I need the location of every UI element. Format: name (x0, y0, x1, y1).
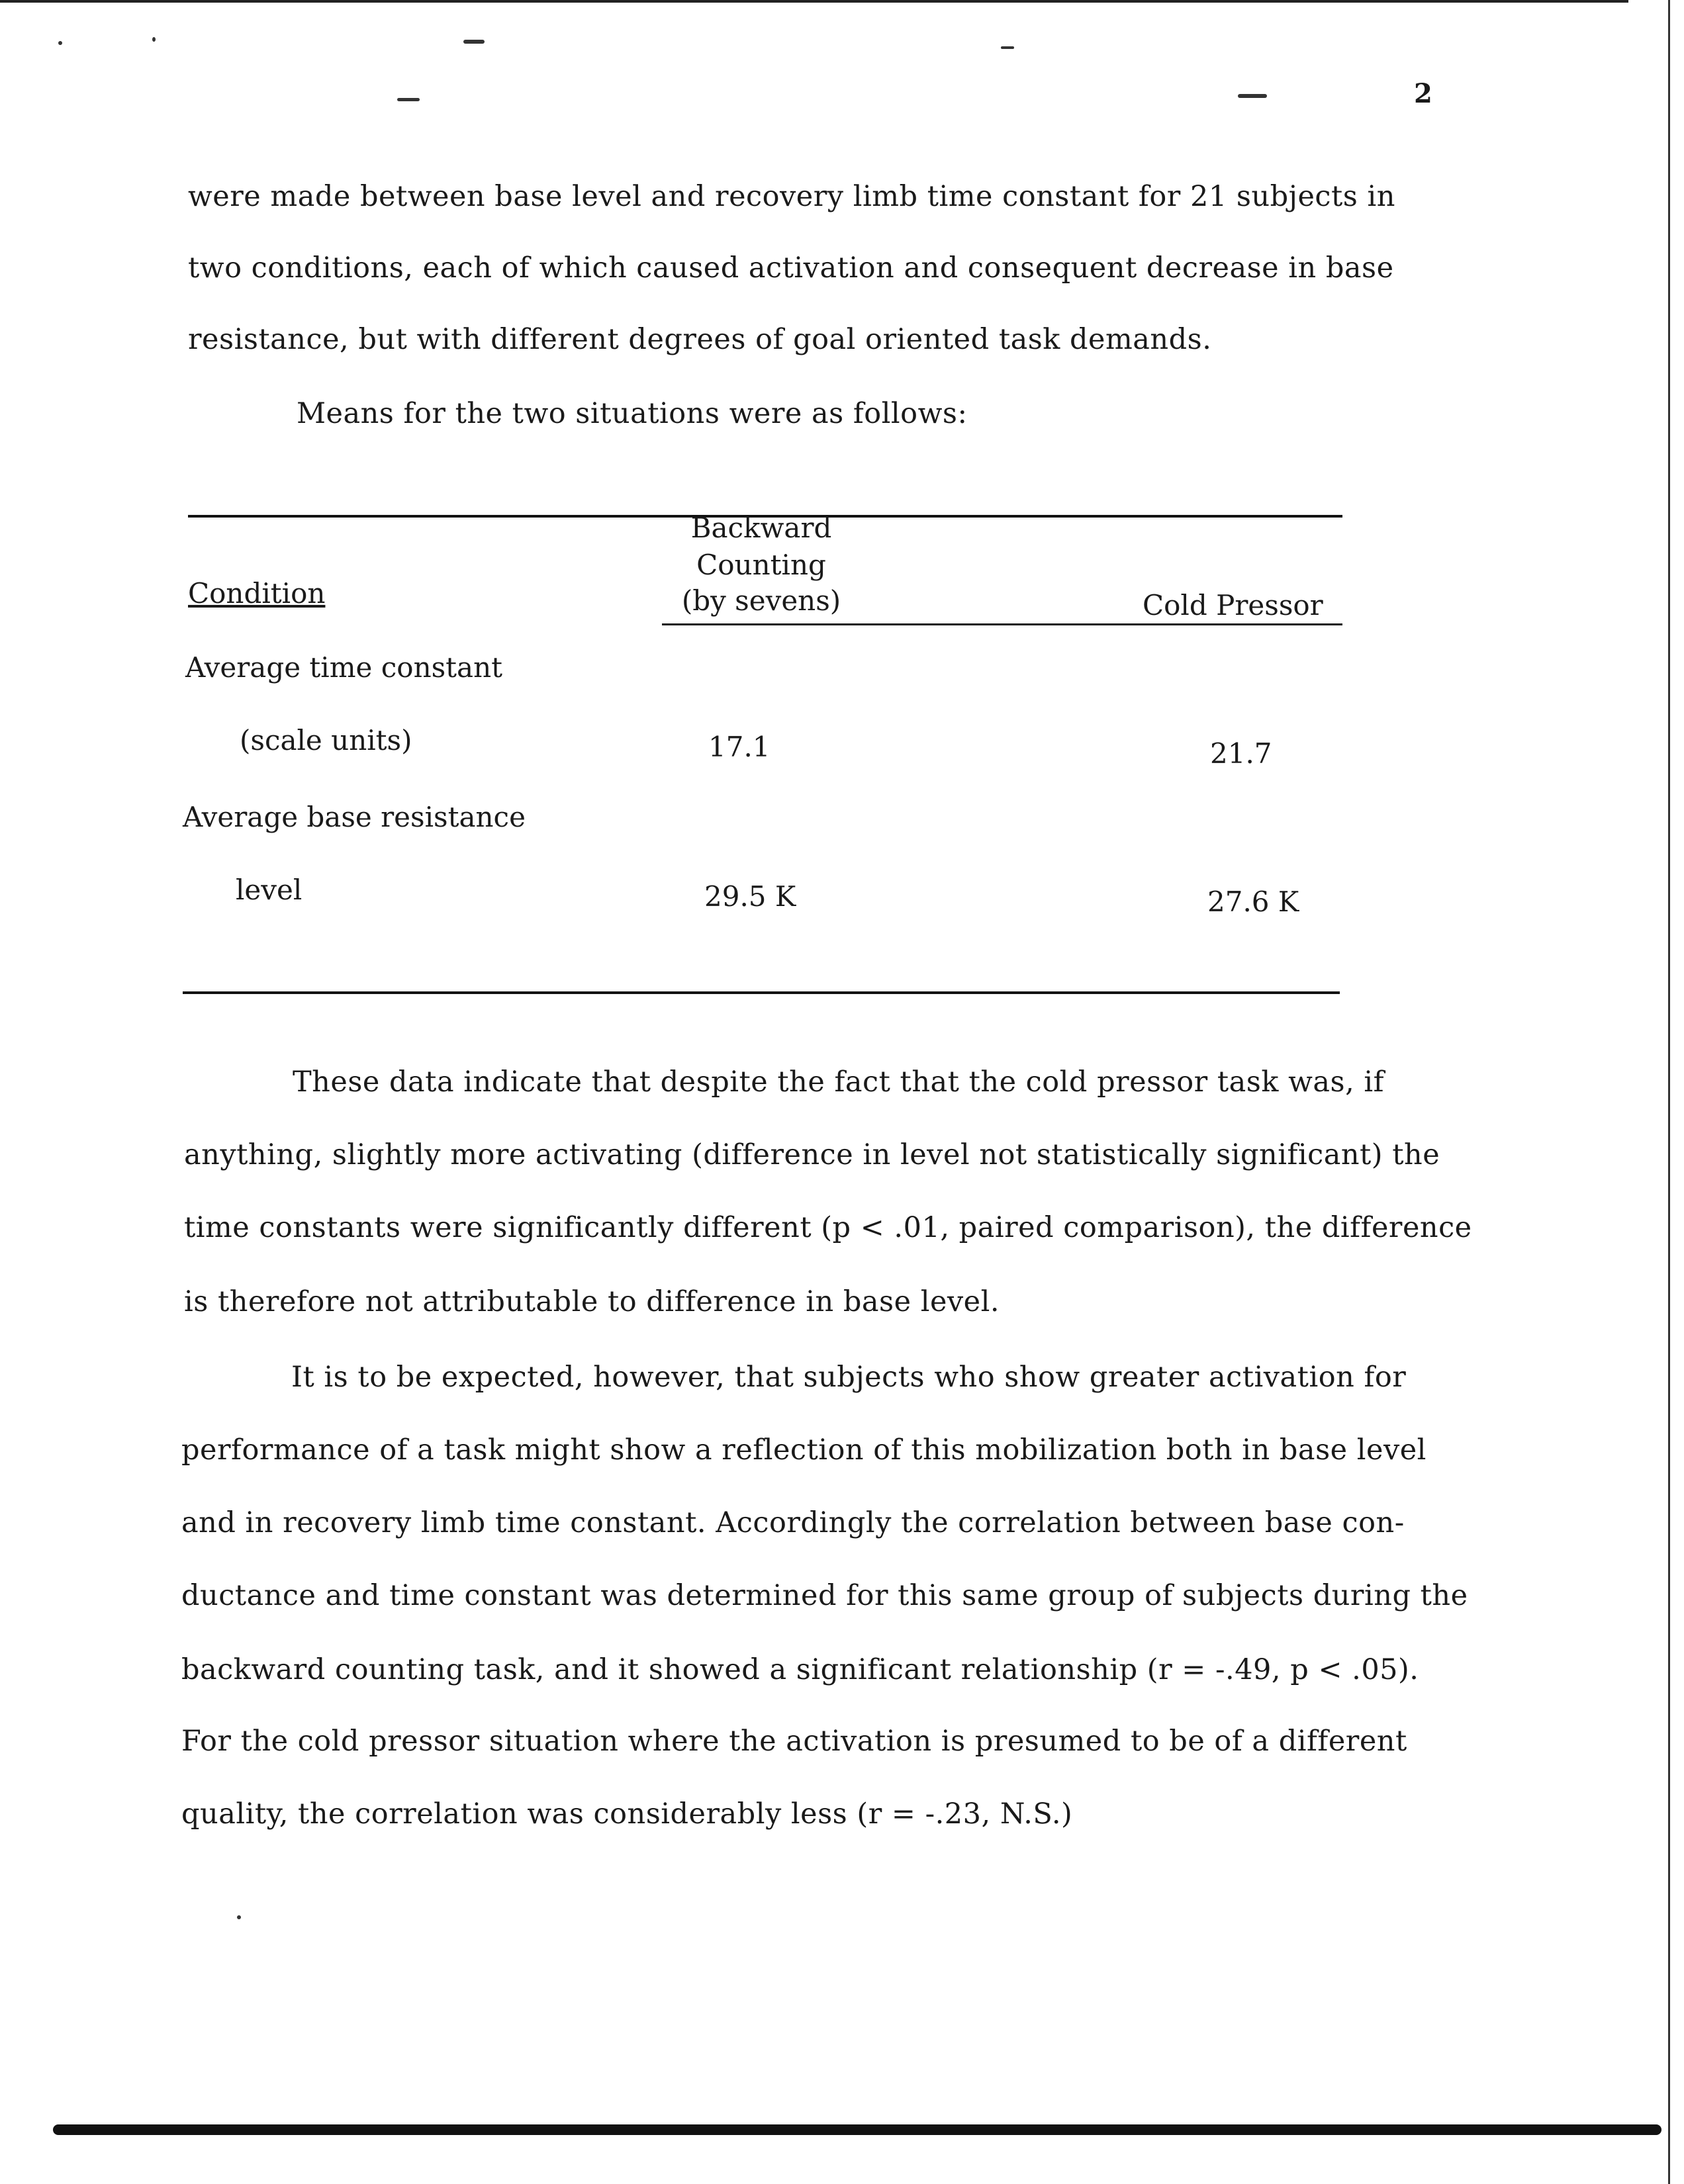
means-intro: Means for the two situations were as follows: (297, 397, 968, 430)
page-top-edge (0, 0, 1628, 3)
para3-line: and in recovery limb time constant. Accordingly the correlation between base con- (181, 1506, 1405, 1539)
para3-line: performance of a task might show a reflection of this mobilization both in base level (181, 1433, 1427, 1467)
header-backward-line: Counting (696, 549, 826, 581)
header-backward-line: Backward (690, 512, 832, 544)
scan-speck (1001, 46, 1014, 49)
header-condition: Condition (188, 577, 326, 610)
scan-speck (1238, 94, 1267, 98)
page-number: 2 (1414, 78, 1432, 109)
para3-line: quality, the correlation was considerably less (r = -.23, N.S.) (181, 1797, 1073, 1831)
intro-line: resistance, but with different degrees of goal oriented task demands. (188, 323, 1212, 356)
scan-speck (397, 98, 420, 101)
para3-line: It is to be expected, however, that subjects who show greater activation for (291, 1361, 1407, 1394)
scan-speck (463, 40, 485, 44)
page-bottom-edge (53, 2124, 1661, 2135)
intro-line: were made between base level and recovery limb time constant for 21 subjects in (188, 180, 1395, 213)
para2-line: These data indicate that despite the fact that the cold pressor task was, if (293, 1066, 1385, 1099)
intro-line: two conditions, each of which caused activation and consequent decrease in base (188, 251, 1394, 285)
row2-cold-value: 27.6 K (1207, 886, 1299, 918)
row2-backward-value: 29.5 K (704, 880, 796, 913)
row1-sublabel: (scale units) (240, 724, 412, 756)
row1-cold-value: 21.7 (1210, 737, 1272, 770)
header-backward-line: (by sevens) (681, 584, 841, 617)
para3-line: For the cold pressor situation where the activation is presumed to be of a different (181, 1725, 1407, 1758)
scan-speck (152, 37, 156, 42)
para2-line: time constants were significantly different (p < .01, paired comparison), the difference (184, 1211, 1472, 1244)
table-header-rule (662, 623, 1342, 625)
scan-speck (237, 1915, 241, 1919)
para2-line: anything, slightly more activating (difference in level not statistically significant) the (184, 1138, 1440, 1171)
table-bottom-rule (183, 991, 1340, 994)
row1-backward-value: 17.1 (708, 731, 771, 763)
para3-line: backward counting task, and it showed a significant relationship (r = -.49, p < .05). (181, 1653, 1419, 1686)
scan-speck (58, 41, 62, 45)
row2-label: Average base resistance (183, 801, 526, 833)
page-right-edge (1668, 0, 1670, 2184)
para2-line: is therefore not attributable to difference in base level. (184, 1285, 1000, 1318)
para3-line: ductance and time constant was determined for this same group of subjects during the (181, 1579, 1468, 1612)
row2-sublabel: level (236, 874, 303, 906)
header-cold-pressor: Cold Pressor (1143, 589, 1323, 621)
row1-label: Average time constant (185, 651, 503, 684)
